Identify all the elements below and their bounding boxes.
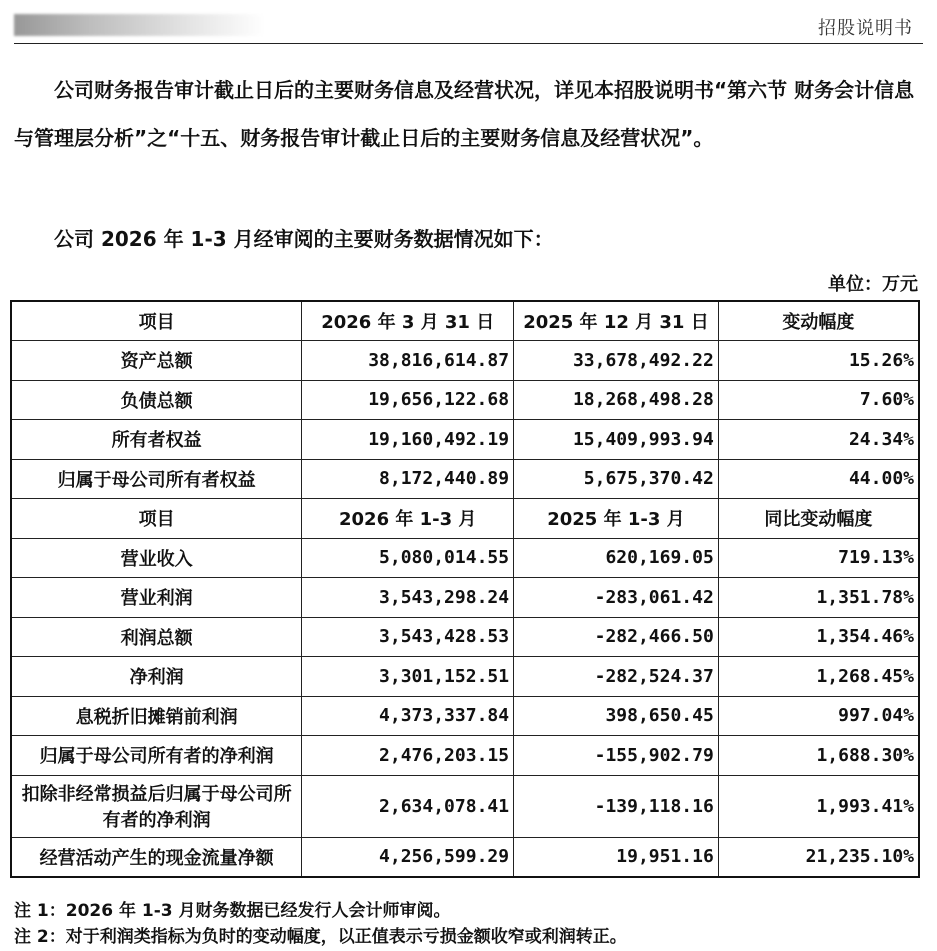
document-title: 招股说明书 bbox=[818, 18, 913, 39]
change-cell: 1,268.45% bbox=[718, 657, 919, 697]
table-row bbox=[11, 736, 919, 776]
value-cell: 620,169.05 bbox=[514, 538, 719, 578]
row-label: 归属于母公司所有者的净利润 bbox=[11, 736, 302, 776]
table-row bbox=[11, 696, 919, 736]
value-cell: -139,118.16 bbox=[514, 775, 719, 837]
value-cell: -283,061.42 bbox=[514, 578, 719, 618]
row-label: 归属于母公司所有者权益 bbox=[11, 459, 302, 499]
table-row bbox=[11, 420, 919, 460]
change-cell: 997.04% bbox=[718, 696, 919, 736]
unit-label: 单位：万元 bbox=[828, 274, 918, 295]
row-label: 所有者权益 bbox=[11, 420, 302, 460]
value-cell: 33,678,492.22 bbox=[514, 341, 719, 381]
header-cell: 2026 年 1-3 月 bbox=[302, 499, 514, 539]
header-cell: 项目 bbox=[11, 499, 302, 539]
value-cell: -282,524.37 bbox=[514, 657, 719, 697]
value-cell: -282,466.50 bbox=[514, 617, 719, 657]
row-label: 经营活动产生的现金流量净额 bbox=[11, 837, 302, 877]
header-cell: 项目 bbox=[11, 301, 302, 341]
change-cell: 7.60% bbox=[718, 380, 919, 420]
header-divider bbox=[14, 43, 923, 44]
table-row bbox=[11, 657, 919, 697]
footnote-1: 注 1：2026 年 1-3 月财务数据已经发行人会计师审阅。 bbox=[14, 901, 451, 921]
row-label: 息税折旧摊销前利润 bbox=[11, 696, 302, 736]
value-cell: 3,543,298.24 bbox=[302, 578, 514, 618]
table-row bbox=[11, 775, 919, 837]
value-cell: 3,301,152.51 bbox=[302, 657, 514, 697]
change-cell: 1,351.78% bbox=[718, 578, 919, 618]
value-cell: 19,656,122.68 bbox=[302, 380, 514, 420]
header-cell: 变动幅度 bbox=[718, 301, 919, 341]
value-cell: 398,650.45 bbox=[514, 696, 719, 736]
header-logo-mark bbox=[14, 14, 264, 36]
footnote-2: 注 2：对于利润类指标为负时的变动幅度，以正值表示亏损金额收窄或利润转正。 bbox=[14, 927, 627, 947]
value-cell: 19,951.16 bbox=[514, 837, 719, 877]
value-cell: 4,256,599.29 bbox=[302, 837, 514, 877]
header-cell: 同比变动幅度 bbox=[718, 499, 919, 539]
value-cell: 19,160,492.19 bbox=[302, 420, 514, 460]
row-label: 净利润 bbox=[11, 657, 302, 697]
change-cell: 24.34% bbox=[718, 420, 919, 460]
change-cell: 15.26% bbox=[718, 341, 919, 381]
table-row bbox=[11, 538, 919, 578]
table-subheader-row bbox=[11, 499, 919, 539]
change-cell: 21,235.10% bbox=[718, 837, 919, 877]
value-cell: 18,268,498.28 bbox=[514, 380, 719, 420]
row-label: 资产总额 bbox=[11, 341, 302, 381]
value-cell: 5,675,370.42 bbox=[514, 459, 719, 499]
change-cell: 719.13% bbox=[718, 538, 919, 578]
intro-paragraph: 公司财务报告审计截止日后的主要财务信息及经营状况，详见本招股说明书“第六节 财务会计信息与管理层分析”之“十五、财务报告审计截止日后的主要财务信息及经营状况”。 bbox=[14, 78, 915, 150]
lead-paragraph: 公司 2026 年 1-3 月经审阅的主要财务数据情况如下： bbox=[54, 227, 554, 251]
value-cell: 5,080,014.55 bbox=[302, 538, 514, 578]
value-cell: 38,816,614.87 bbox=[302, 341, 514, 381]
table-row bbox=[11, 341, 919, 381]
value-cell: 4,373,337.84 bbox=[302, 696, 514, 736]
change-cell: 1,993.41% bbox=[718, 775, 919, 837]
header-cell: 2025 年 1-3 月 bbox=[514, 499, 719, 539]
table-row bbox=[11, 837, 919, 877]
row-label: 营业利润 bbox=[11, 578, 302, 618]
header-cell: 2025 年 12 月 31 日 bbox=[514, 301, 719, 341]
table-row bbox=[11, 459, 919, 499]
table-row bbox=[11, 617, 919, 657]
header-cell: 2026 年 3 月 31 日 bbox=[302, 301, 514, 341]
value-cell: 3,543,428.53 bbox=[302, 617, 514, 657]
row-label: 营业收入 bbox=[11, 538, 302, 578]
value-cell: 2,634,078.41 bbox=[302, 775, 514, 837]
value-cell: 2,476,203.15 bbox=[302, 736, 514, 776]
change-cell: 1,688.30% bbox=[718, 736, 919, 776]
row-label: 负债总额 bbox=[11, 380, 302, 420]
financial-table bbox=[10, 300, 920, 878]
change-cell: 1,354.46% bbox=[718, 617, 919, 657]
table-row bbox=[11, 380, 919, 420]
change-cell: 44.00% bbox=[718, 459, 919, 499]
value-cell: -155,902.79 bbox=[514, 736, 719, 776]
value-cell: 15,409,993.94 bbox=[514, 420, 719, 460]
row-label: 利润总额 bbox=[11, 617, 302, 657]
row-label: 扣除非经常损益后归属于母公司所有者的净利润 bbox=[11, 775, 302, 837]
table-header-row bbox=[11, 301, 919, 341]
table-row bbox=[11, 578, 919, 618]
value-cell: 8,172,440.89 bbox=[302, 459, 514, 499]
